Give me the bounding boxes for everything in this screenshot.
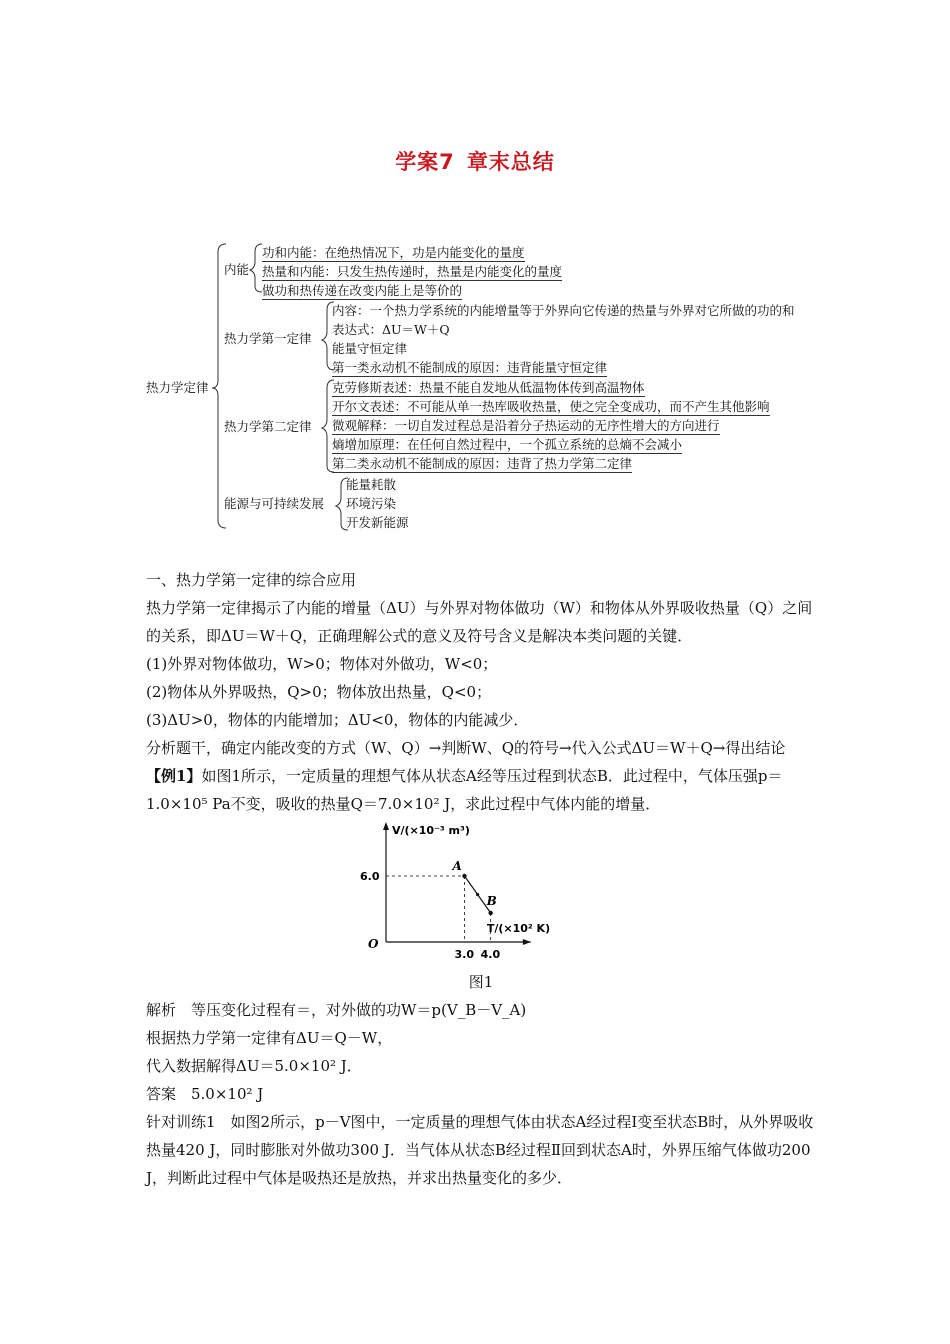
point-b xyxy=(488,911,492,915)
root-brace xyxy=(212,244,226,528)
title-part-1: 学案7 xyxy=(395,150,455,174)
figure-1 xyxy=(146,818,816,968)
section-heading: 一、热力学第一定律的综合应用 xyxy=(146,571,357,589)
item-second-law-2: 开尔文表述：不可能从单一热库吸收热量，使之完全变成功，而不产生其他影响 xyxy=(332,399,770,414)
item-first-law-3: 能量守恒定律 xyxy=(332,341,408,356)
point-a-label: A xyxy=(452,859,462,873)
x-axis-arrow xyxy=(523,939,531,945)
document-body xyxy=(146,566,816,1192)
vt-chart xyxy=(146,818,816,968)
item-neineng-3: 做功和热传递在改变内能上是等价的 xyxy=(262,283,463,298)
knowledge-tree xyxy=(0,0,950,540)
item-neineng-2: 热量和内能：只发生热传递时，热量是内能变化的量度 xyxy=(262,264,563,279)
item-first-law-2: 表达式：ΔU＝W＋Q xyxy=(332,322,450,337)
y-axis-arrow xyxy=(383,822,389,830)
branch-energy: 能源与可持续发展 xyxy=(224,496,325,511)
item-neineng-1: 功和内能：在绝热情况下，功是内能变化的量度 xyxy=(262,245,525,260)
point-mid xyxy=(476,893,479,896)
item-second-law-3: 微观解释：一切自发过程总是沿着分子热运动的无序性增大的方向进行 xyxy=(332,418,720,433)
solution-line-2: 根据热力学第一定律有ΔU＝Q－W， xyxy=(146,1029,393,1047)
tree-root: 热力学定律 xyxy=(146,380,209,395)
exercise-1: 针对训练1 如图2所示，p－V图中，一定质量的理想气体由状态A经过程Ⅰ变至状态B时，从外界吸收热量420 J，同时膨胀对外做功300 J．当气体从状态B经过程Ⅱ回到状态A时，外界压缩气体做功200 J，判断此过程中气体是吸热还是放热，并求出热量变化的多少． xyxy=(146,1113,814,1187)
branch-first-law: 热力学第一定律 xyxy=(224,331,312,346)
method-line: 分析题干，确定内能改变的方式（W、Q）→判断W、Q的符号→代入公式ΔU＝W＋Q→得出结论 xyxy=(146,739,786,757)
item-energy-3: 开发新能源 xyxy=(346,515,409,530)
origin-label: O xyxy=(368,937,379,951)
item-second-law-5: 第二类永动机不能制成的原因：违背了热力学第二定律 xyxy=(332,456,633,471)
solution-line-1: 解析 等压变化过程有＝，对外做的功W＝p(V_B－V_A) xyxy=(146,1001,527,1019)
item-first-law-1: 内容：一个热力学系统的内能增量等于外界向它传递的热量与外界对它所做的功的和 xyxy=(332,303,795,318)
item-second-law-1: 克劳修斯表述：热量不能自发地从低温物体传到高温物体 xyxy=(332,380,645,395)
point-a xyxy=(462,874,466,878)
brace-neineng xyxy=(250,244,262,292)
solution-line-3: 代入数据解得ΔU＝5.0×10² J． xyxy=(146,1057,362,1075)
item-energy-1: 能量耗散 xyxy=(346,477,397,492)
item-first-law-4: 第一类永动机不能制成的原因：违背能量守恒定律 xyxy=(332,360,608,375)
section-intro: 热力学第一定律揭示了内能的增量（ΔU）与外界对物体做功（W）和物体从外界吸收热量（Q）之间的关系，即ΔU＝W＋Q，正确理解公式的意义及符号含义是解决本类问题的关键． xyxy=(146,599,813,645)
title-part-2: 章末总结 xyxy=(466,150,555,174)
branch-second-law: 热力学第二定律 xyxy=(224,419,312,434)
branch-neineng: 内能 xyxy=(224,262,250,277)
rule-1: (1)外界对物体做功，W>0；物体对外做功，W<0； xyxy=(146,655,498,673)
x-tick-3: 3.0 xyxy=(454,948,474,961)
figure-caption: 图1 xyxy=(468,973,494,991)
example-tag: 【例1】 xyxy=(146,767,202,785)
rule-3: (3)ΔU>0，物体的内能增加；ΔU<0，物体的内能减少． xyxy=(146,711,529,729)
x-tick-4: 4.0 xyxy=(480,948,501,961)
rule-2: (2)物体从外界吸热，Q>0；物体放出热量，Q<0； xyxy=(146,683,492,701)
example-1 xyxy=(146,762,816,818)
y-tick-6: 6.0 xyxy=(360,870,380,883)
x-axis-label: T/(×10² K) xyxy=(486,922,551,935)
item-energy-2: 环境污染 xyxy=(346,496,397,511)
point-b-label: B xyxy=(486,894,497,908)
example-text: 如图1所示，一定质量的理想气体从状态A经等压过程到状态B．此过程中，气体压强p＝1.0×10⁵ Pa不变，吸收的热量Q＝7.0×10² J，求此过程中气体内能的增量． xyxy=(146,767,783,813)
item-second-law-4: 熵增加原理：在任何自然过程中，一个孤立系统的总熵不会减小 xyxy=(332,437,683,452)
y-axis-label: V/(×10⁻³ m³) xyxy=(392,824,470,837)
answer: 答案 5.0×10² J xyxy=(146,1085,264,1103)
